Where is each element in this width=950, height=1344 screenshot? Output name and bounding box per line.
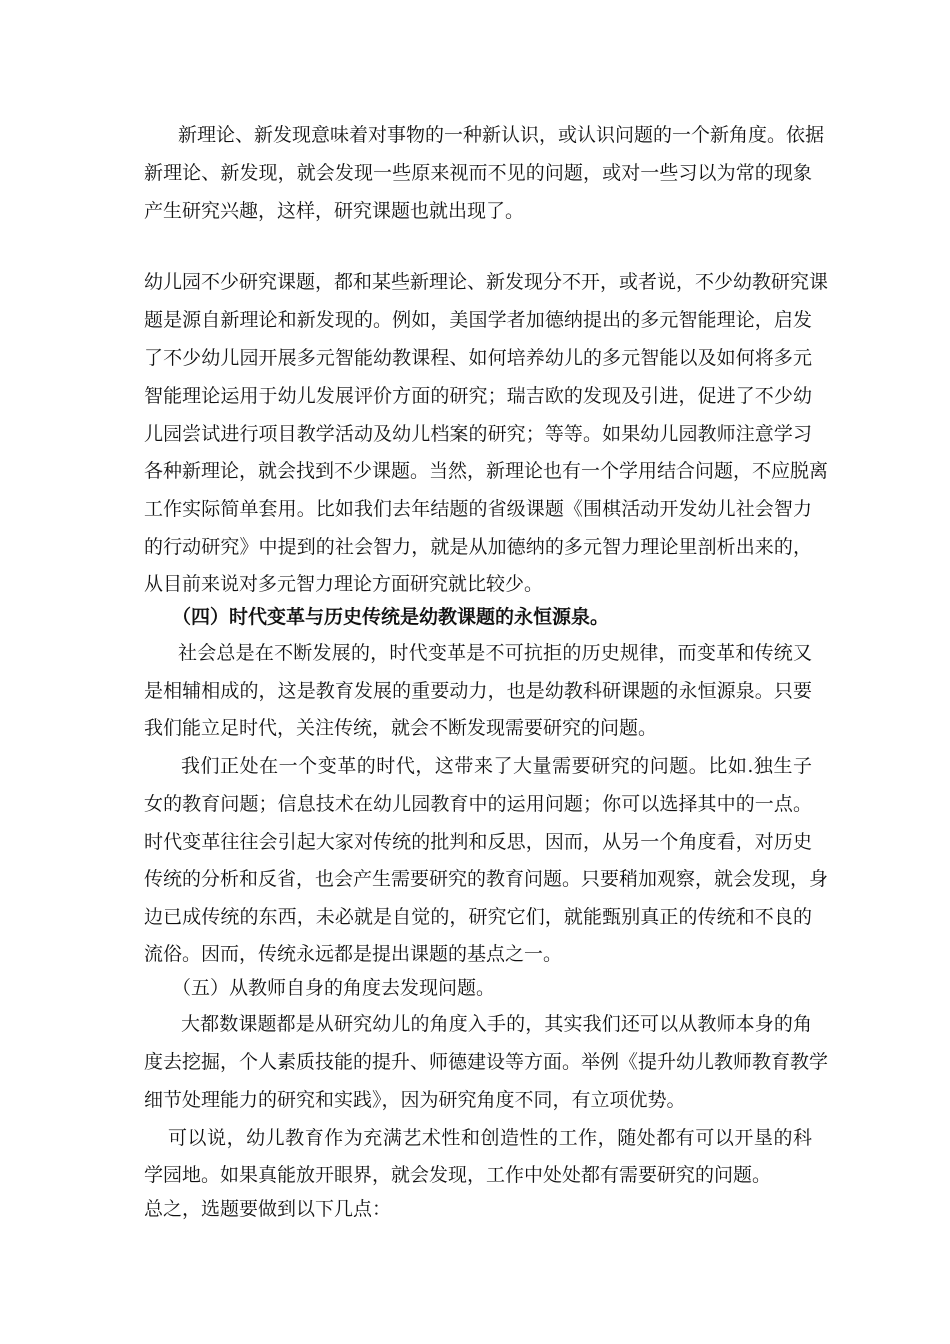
paragraph-line: 女的教育问题；信息技术在幼儿园教育中的运用问题；你可以选择其中的一点。 bbox=[144, 793, 812, 815]
paragraph-line: 社会总是在不断发展的，时代变革是不可抗拒的历史规律，而变革和传统又 bbox=[178, 642, 812, 664]
paragraph-line: 各种新理论，就会找到不少课题。当然，新理论也有一个学用结合问题，不应脱离 bbox=[144, 460, 829, 482]
paragraph-line: 大都数课题都是从研究幼儿的角度入手的，其实我们还可以从教师本身的角 bbox=[181, 1013, 812, 1035]
paragraph-line: 产生研究兴趣，这样，研究课题也就出现了。 bbox=[144, 200, 525, 222]
paragraph-line: 了不少幼儿园开展多元智能幼教课程、如何培养幼儿的多元智能以及如何将多元 bbox=[144, 347, 812, 369]
paragraph-line: 可以说，幼儿教育作为充满艺术性和创造性的工作，随处都有可以开垦的科 bbox=[168, 1127, 812, 1149]
paragraph-line: 幼儿园不少研究课题，都和某些新理论、新发现分不开，或者说，不少幼教研究课 bbox=[144, 271, 829, 293]
paragraph-line: 儿园尝试进行项目教学活动及幼儿档案的研究；等等。如果幼儿园教师注意学习 bbox=[144, 423, 812, 445]
paragraph-line: 是相辅相成的，这是教育发展的重要动力，也是幼教科研课题的永恒源泉。只要 bbox=[144, 680, 812, 702]
paragraph-line: 从目前来说对多元智力理论方面研究就比较少。 bbox=[144, 573, 544, 595]
paragraph-line: 细节处理能力的研究和实践》，因为研究角度不同，有立项优势。 bbox=[144, 1089, 686, 1111]
section-heading: （五）从教师自身的角度去发现问题。 bbox=[172, 977, 496, 999]
paragraph-line: 学园地。如果真能放开眼界，就会发现，工作中处处都有需要研究的问题。 bbox=[144, 1164, 772, 1186]
paragraph-line: 题是源自新理论和新发现的。例如，美国学者加德纳提出的多元智能理论，启发 bbox=[144, 309, 812, 331]
paragraph-line: 新理论、新发现，就会发现一些原来视而不见的问题，或对一些习以为常的现象 bbox=[144, 162, 812, 184]
paragraph-line: 智能理论运用于幼儿发展评价方面的研究；瑞吉欧的发现及引进，促进了不少幼 bbox=[144, 385, 812, 407]
paragraph-line: 流俗。因而，传统永远都是提出课题的基点之一。 bbox=[144, 943, 563, 965]
paragraph-line: 工作实际简单套用。比如我们去年结题的省级课题《围棋活动开发幼儿社会智力 bbox=[144, 498, 812, 520]
paragraph-line: 边已成传统的东西，未必就是自觉的，研究它们，就能甄别真正的传统和不良的 bbox=[144, 906, 812, 928]
paragraph-line: 我们能立足时代，关注传统，就会不断发现需要研究的问题。 bbox=[144, 717, 658, 739]
paragraph-line: 传统的分析和反省，也会产生需要研究的教育问题。只要稍加观察，就会发现，身 bbox=[144, 868, 829, 890]
paragraph-line: 的行动研究》中提到的社会智力，就是从加德纳的多元智力理论里剖析出来的， bbox=[144, 536, 812, 558]
section-heading: （四）时代变革与历史传统是幼教课题的永恒源泉。 bbox=[172, 606, 610, 628]
paragraph-line: 我们正处在一个变革的时代，这带来了大量需要研究的问题。比如.独生子 bbox=[181, 755, 812, 777]
paragraph-line: 时代变革往往会引起大家对传统的批判和反思，因而，从另一个角度看，对历史 bbox=[144, 831, 812, 853]
paragraph-line: 新理论、新发现意味着对事物的一种新认识，或认识问题的一个新角度。依据 bbox=[178, 124, 825, 146]
paragraph-line: 总之，选题要做到以下几点： bbox=[144, 1198, 392, 1220]
paragraph-line: 度去挖掘，个人素质技能的提升、师德建设等方面。举例《提升幼儿教师教育教学 bbox=[144, 1051, 829, 1073]
